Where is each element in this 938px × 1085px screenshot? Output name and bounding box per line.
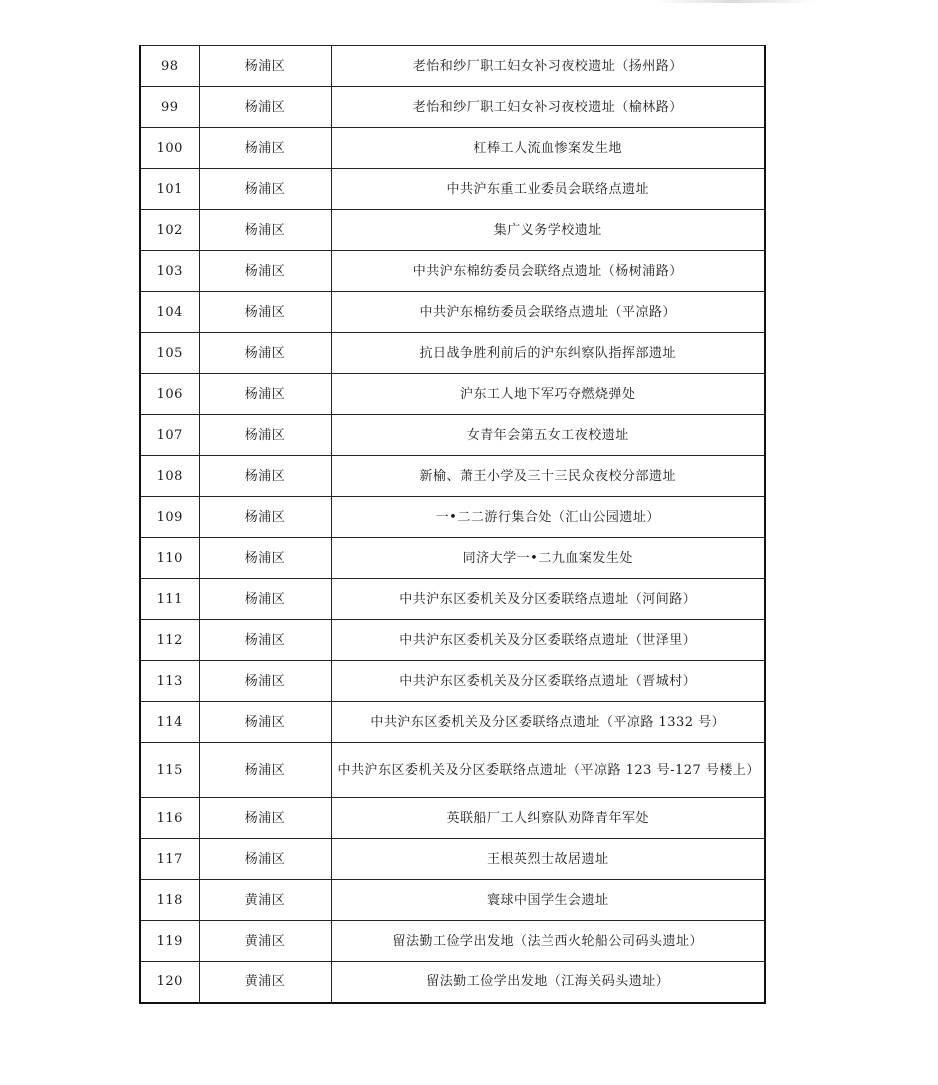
table-row <box>140 210 765 251</box>
row-site-name: 老怡和纱厂职工妇女补习夜校遗址（扬州路） <box>331 46 765 87</box>
row-number: 100 <box>140 128 199 169</box>
table-row <box>140 374 765 415</box>
row-site-name: 留法勤工俭学出发地（法兰西火轮船公司码头遗址） <box>331 921 765 962</box>
row-number: 98 <box>140 46 199 87</box>
row-number: 111 <box>140 579 199 620</box>
row-number: 118 <box>140 880 199 921</box>
row-number: 110 <box>140 538 199 579</box>
row-site-name: 杠棒工人流血惨案发生地 <box>331 128 765 169</box>
row-site-name: 抗日战争胜利前后的沪东纠察队指挥部遗址 <box>331 333 765 374</box>
table-row <box>140 333 765 374</box>
row-number: 101 <box>140 169 199 210</box>
table-row <box>140 839 765 880</box>
scan-edge-shadow <box>655 0 815 3</box>
row-site-name: 中共沪东区委机关及分区委联络点遗址（晋城村） <box>331 661 765 702</box>
table-row <box>140 880 765 921</box>
table-row <box>140 415 765 456</box>
row-district: 杨浦区 <box>199 374 331 415</box>
table-row <box>140 798 765 839</box>
row-site-name: 同济大学一•二九血案发生处 <box>331 538 765 579</box>
heritage-sites-table <box>139 45 766 1004</box>
row-number: 104 <box>140 292 199 333</box>
row-district: 杨浦区 <box>199 292 331 333</box>
row-site-name: 中共沪东区委机关及分区委联络点遗址（河间路） <box>331 579 765 620</box>
row-district: 杨浦区 <box>199 169 331 210</box>
row-site-name: 留法勤工俭学出发地（江海关码头遗址） <box>331 962 765 1003</box>
table-row <box>140 456 765 497</box>
table-row <box>140 579 765 620</box>
row-district: 杨浦区 <box>199 743 331 798</box>
row-district: 杨浦区 <box>199 579 331 620</box>
row-district: 杨浦区 <box>199 839 331 880</box>
row-number: 113 <box>140 661 199 702</box>
table-row <box>140 46 765 87</box>
row-number: 120 <box>140 962 199 1003</box>
row-site-name: 一•二二游行集合处（汇山公园遗址） <box>331 497 765 538</box>
row-district: 杨浦区 <box>199 87 331 128</box>
row-site-name: 中共沪东重工业委员会联络点遗址 <box>331 169 765 210</box>
row-district: 杨浦区 <box>199 46 331 87</box>
row-site-name: 老怡和纱厂职工妇女补习夜校遗址（榆林路） <box>331 87 765 128</box>
row-site-name: 中共沪东区委机关及分区委联络点遗址（世泽里） <box>331 620 765 661</box>
row-number: 102 <box>140 210 199 251</box>
row-site-name: 女青年会第五女工夜校遗址 <box>331 415 765 456</box>
row-district: 杨浦区 <box>199 210 331 251</box>
row-number: 109 <box>140 497 199 538</box>
row-number: 107 <box>140 415 199 456</box>
row-site-name: 集广义务学校遗址 <box>331 210 765 251</box>
table-row <box>140 962 765 1003</box>
row-number: 117 <box>140 839 199 880</box>
table-row <box>140 661 765 702</box>
row-site-name: 中共沪东区委机关及分区委联络点遗址（平凉路 1332 号） <box>331 702 765 743</box>
row-site-name: 中共沪东棉纺委员会联络点遗址（平凉路） <box>331 292 765 333</box>
table-row <box>140 538 765 579</box>
row-number: 99 <box>140 87 199 128</box>
row-site-name: 新榆、萧王小学及三十三民众夜校分部遗址 <box>331 456 765 497</box>
row-number: 114 <box>140 702 199 743</box>
table-row <box>140 169 765 210</box>
row-district: 杨浦区 <box>199 251 331 292</box>
row-district: 杨浦区 <box>199 415 331 456</box>
table-row <box>140 702 765 743</box>
row-district: 杨浦区 <box>199 538 331 579</box>
row-number: 108 <box>140 456 199 497</box>
row-number: 116 <box>140 798 199 839</box>
row-number: 112 <box>140 620 199 661</box>
row-district: 黄浦区 <box>199 921 331 962</box>
table-row <box>140 497 765 538</box>
row-district: 杨浦区 <box>199 620 331 661</box>
table-row <box>140 743 765 798</box>
row-district: 杨浦区 <box>199 333 331 374</box>
row-site-name: 沪东工人地下军巧夺燃烧弹处 <box>331 374 765 415</box>
row-number: 119 <box>140 921 199 962</box>
row-number: 105 <box>140 333 199 374</box>
table-row <box>140 128 765 169</box>
row-site-name: 中共沪东区委机关及分区委联络点遗址（平凉路 123 号-127 号楼上） <box>331 743 765 798</box>
row-district: 杨浦区 <box>199 798 331 839</box>
row-site-name: 中共沪东棉纺委员会联络点遗址（杨树浦路） <box>331 251 765 292</box>
table-row <box>140 620 765 661</box>
table-row <box>140 251 765 292</box>
row-district: 杨浦区 <box>199 702 331 743</box>
table-row <box>140 292 765 333</box>
row-site-name: 寰球中国学生会遗址 <box>331 880 765 921</box>
row-district: 杨浦区 <box>199 661 331 702</box>
row-district: 杨浦区 <box>199 128 331 169</box>
row-site-name: 王根英烈士故居遗址 <box>331 839 765 880</box>
row-number: 103 <box>140 251 199 292</box>
row-district: 杨浦区 <box>199 497 331 538</box>
row-district: 杨浦区 <box>199 456 331 497</box>
row-district: 黄浦区 <box>199 962 331 1003</box>
row-number: 115 <box>140 743 199 798</box>
table-row <box>140 87 765 128</box>
row-number: 106 <box>140 374 199 415</box>
row-district: 黄浦区 <box>199 880 331 921</box>
table-row <box>140 921 765 962</box>
row-site-name: 英联船厂工人纠察队劝降青年军处 <box>331 798 765 839</box>
